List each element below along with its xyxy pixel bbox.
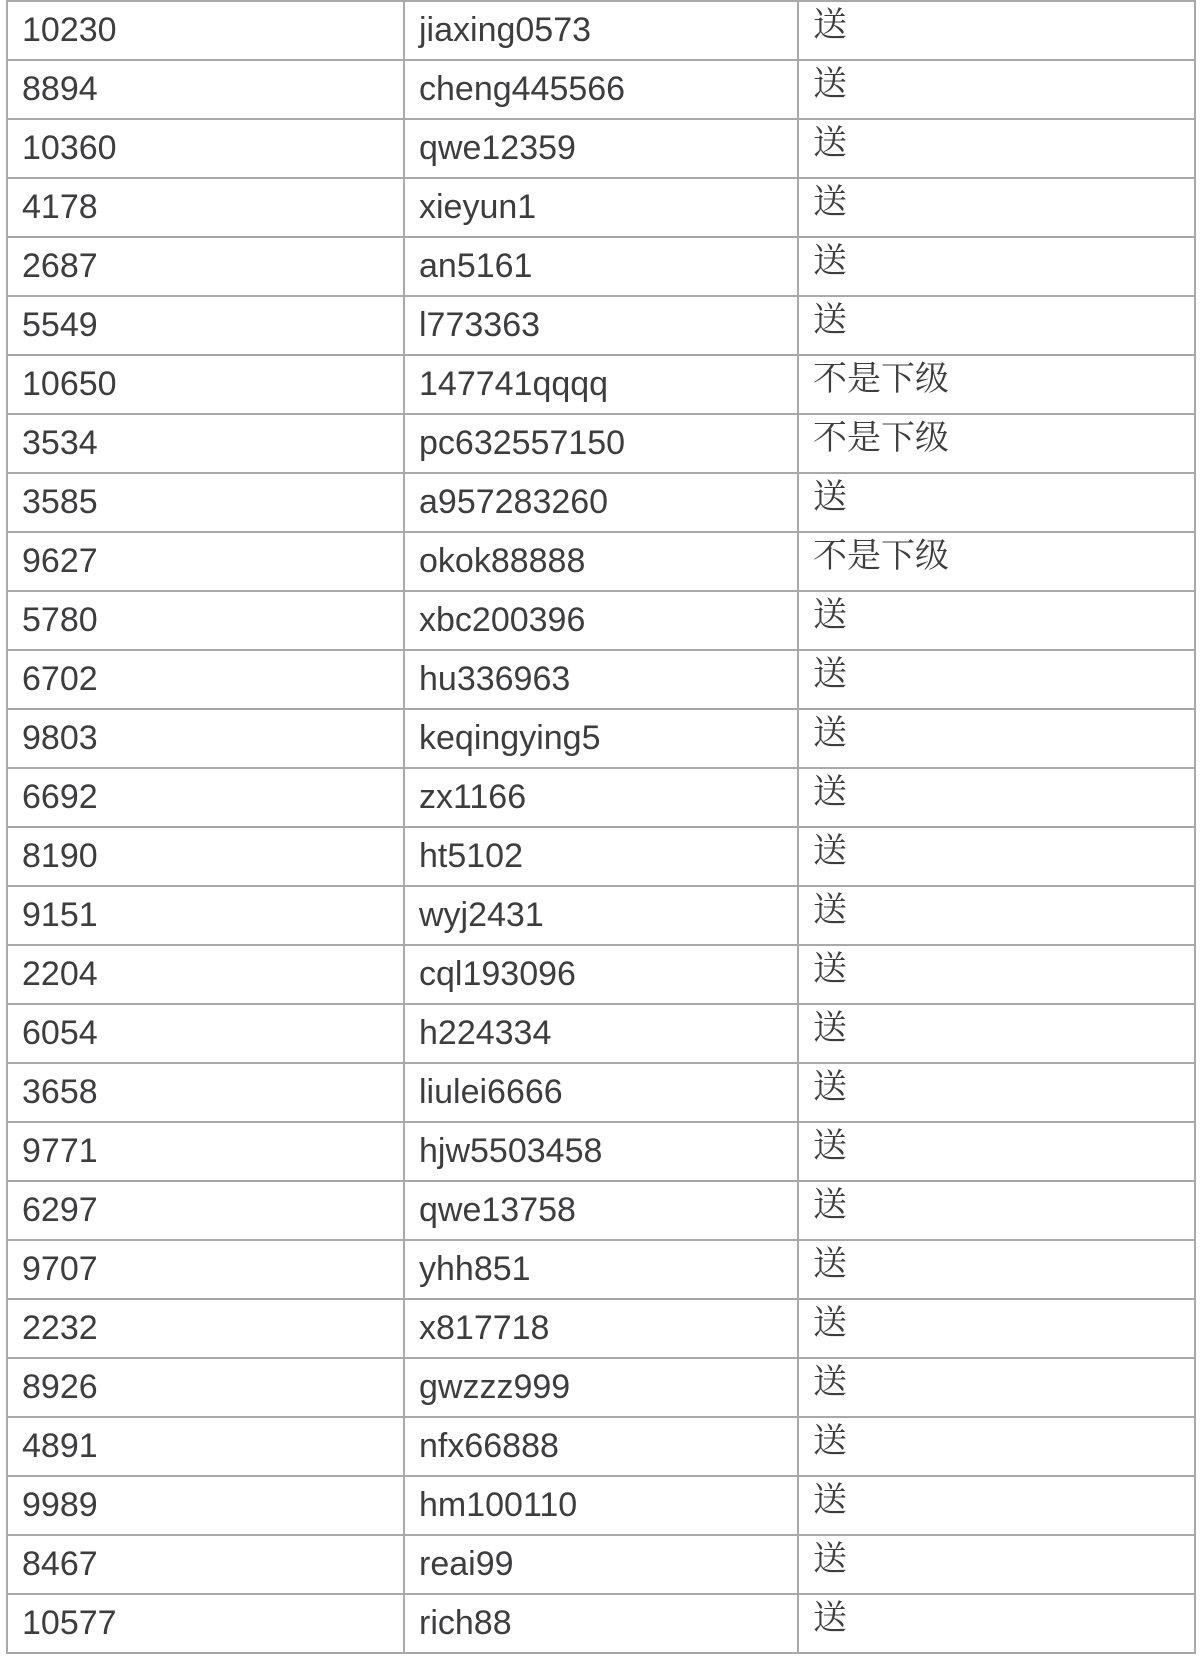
table-row bbox=[7, 414, 1195, 473]
username-cell: keqingying5 bbox=[404, 709, 798, 768]
status-cell: 送 bbox=[798, 827, 1195, 886]
status-cell: 送 bbox=[798, 1417, 1195, 1476]
table-row bbox=[7, 1004, 1195, 1063]
username-cell: hu336963 bbox=[404, 650, 798, 709]
table-row bbox=[7, 1122, 1195, 1181]
username-cell: a957283260 bbox=[404, 473, 798, 532]
user-id-cell: 10360 bbox=[7, 119, 404, 178]
user-table bbox=[6, 0, 1196, 1654]
table-row bbox=[7, 1476, 1195, 1535]
user-id-cell: 3534 bbox=[7, 414, 404, 473]
table-row bbox=[7, 1063, 1195, 1122]
status-cell: 送 bbox=[798, 650, 1195, 709]
status-cell: 送 bbox=[798, 709, 1195, 768]
table-row bbox=[7, 296, 1195, 355]
table-row bbox=[7, 1535, 1195, 1594]
user-id-cell: 4178 bbox=[7, 178, 404, 237]
username-cell: gwzzz999 bbox=[404, 1358, 798, 1417]
username-cell: cql193096 bbox=[404, 945, 798, 1004]
username-cell: reai99 bbox=[404, 1535, 798, 1594]
table-row bbox=[7, 1, 1195, 60]
user-id-cell: 8467 bbox=[7, 1535, 404, 1594]
user-id-cell: 10577 bbox=[7, 1594, 404, 1653]
user-id-cell: 2232 bbox=[7, 1299, 404, 1358]
status-cell: 送 bbox=[798, 1358, 1195, 1417]
table-row bbox=[7, 1181, 1195, 1240]
username-cell: ht5102 bbox=[404, 827, 798, 886]
user-id-cell: 6702 bbox=[7, 650, 404, 709]
table-row bbox=[7, 827, 1195, 886]
username-cell: l773363 bbox=[404, 296, 798, 355]
status-cell: 送 bbox=[798, 1063, 1195, 1122]
user-id-cell: 8926 bbox=[7, 1358, 404, 1417]
status-cell: 送 bbox=[798, 886, 1195, 945]
status-cell: 送 bbox=[798, 945, 1195, 1004]
table-row bbox=[7, 237, 1195, 296]
user-id-cell: 9627 bbox=[7, 532, 404, 591]
user-id-cell: 9803 bbox=[7, 709, 404, 768]
user-id-cell: 8190 bbox=[7, 827, 404, 886]
status-cell: 送 bbox=[798, 1299, 1195, 1358]
user-id-cell: 9707 bbox=[7, 1240, 404, 1299]
table-row bbox=[7, 650, 1195, 709]
username-cell: hm100110 bbox=[404, 1476, 798, 1535]
username-cell: qwe12359 bbox=[404, 119, 798, 178]
user-id-cell: 6692 bbox=[7, 768, 404, 827]
user-id-cell: 6054 bbox=[7, 1004, 404, 1063]
status-cell: 送 bbox=[798, 1181, 1195, 1240]
username-cell: pc632557150 bbox=[404, 414, 798, 473]
user-id-cell: 9771 bbox=[7, 1122, 404, 1181]
user-table-body bbox=[7, 1, 1195, 1653]
table-row bbox=[7, 945, 1195, 1004]
username-cell: rich88 bbox=[404, 1594, 798, 1653]
status-cell: 不是下级 bbox=[798, 355, 1195, 414]
username-cell: 147741qqqq bbox=[404, 355, 798, 414]
username-cell: wyj2431 bbox=[404, 886, 798, 945]
status-cell: 送 bbox=[798, 1535, 1195, 1594]
table-row bbox=[7, 178, 1195, 237]
status-cell: 送 bbox=[798, 178, 1195, 237]
user-id-cell: 9989 bbox=[7, 1476, 404, 1535]
status-cell: 送 bbox=[798, 591, 1195, 650]
user-id-cell: 10230 bbox=[7, 1, 404, 60]
username-cell: liulei6666 bbox=[404, 1063, 798, 1122]
username-cell: x817718 bbox=[404, 1299, 798, 1358]
username-cell: xieyun1 bbox=[404, 178, 798, 237]
status-cell: 送 bbox=[798, 768, 1195, 827]
user-id-cell: 2204 bbox=[7, 945, 404, 1004]
status-cell: 送 bbox=[798, 1240, 1195, 1299]
user-id-cell: 9151 bbox=[7, 886, 404, 945]
status-cell: 不是下级 bbox=[798, 414, 1195, 473]
table-row bbox=[7, 1299, 1195, 1358]
table-row bbox=[7, 532, 1195, 591]
status-cell: 送 bbox=[798, 237, 1195, 296]
table-row bbox=[7, 709, 1195, 768]
username-cell: cheng445566 bbox=[404, 60, 798, 119]
username-cell: zx1166 bbox=[404, 768, 798, 827]
table-row bbox=[7, 886, 1195, 945]
status-cell: 送 bbox=[798, 60, 1195, 119]
status-cell: 送 bbox=[798, 119, 1195, 178]
table-row bbox=[7, 1417, 1195, 1476]
user-id-cell: 6297 bbox=[7, 1181, 404, 1240]
status-cell: 送 bbox=[798, 1, 1195, 60]
table-row bbox=[7, 1240, 1195, 1299]
status-cell: 送 bbox=[798, 473, 1195, 532]
table-row bbox=[7, 768, 1195, 827]
status-cell: 送 bbox=[798, 1004, 1195, 1063]
table-row bbox=[7, 60, 1195, 119]
status-cell: 送 bbox=[798, 1594, 1195, 1653]
username-cell: nfx66888 bbox=[404, 1417, 798, 1476]
username-cell: yhh851 bbox=[404, 1240, 798, 1299]
user-id-cell: 5549 bbox=[7, 296, 404, 355]
status-cell: 送 bbox=[798, 296, 1195, 355]
table-row bbox=[7, 355, 1195, 414]
user-id-cell: 2687 bbox=[7, 237, 404, 296]
username-cell: okok88888 bbox=[404, 532, 798, 591]
user-id-cell: 4891 bbox=[7, 1417, 404, 1476]
user-id-cell: 3585 bbox=[7, 473, 404, 532]
table-row bbox=[7, 473, 1195, 532]
status-cell: 不是下级 bbox=[798, 532, 1195, 591]
username-cell: an5161 bbox=[404, 237, 798, 296]
username-cell: jiaxing0573 bbox=[404, 1, 798, 60]
table-row bbox=[7, 591, 1195, 650]
table-row bbox=[7, 119, 1195, 178]
username-cell: xbc200396 bbox=[404, 591, 798, 650]
status-cell: 送 bbox=[798, 1476, 1195, 1535]
status-cell: 送 bbox=[798, 1122, 1195, 1181]
username-cell: h224334 bbox=[404, 1004, 798, 1063]
user-id-cell: 8894 bbox=[7, 60, 404, 119]
user-id-cell: 3658 bbox=[7, 1063, 404, 1122]
username-cell: hjw5503458 bbox=[404, 1122, 798, 1181]
username-cell: qwe13758 bbox=[404, 1181, 798, 1240]
table-row bbox=[7, 1594, 1195, 1653]
table-row bbox=[7, 1358, 1195, 1417]
user-id-cell: 10650 bbox=[7, 355, 404, 414]
user-id-cell: 5780 bbox=[7, 591, 404, 650]
